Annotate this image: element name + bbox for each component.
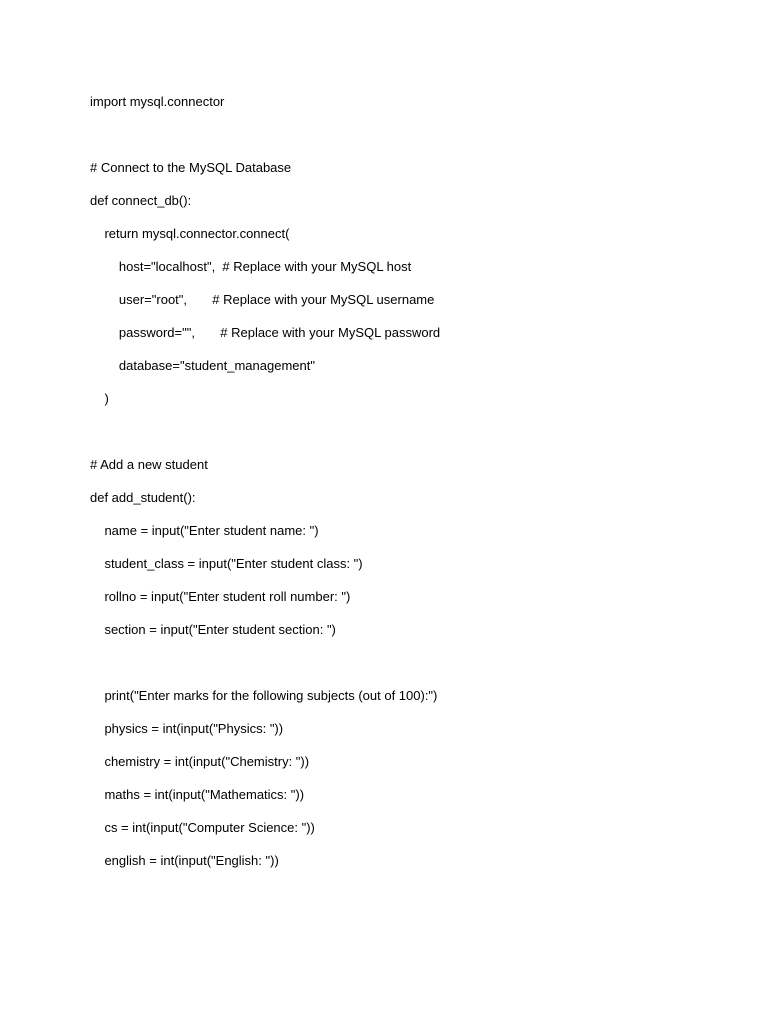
code-line: maths = int(input("Mathematics: ")) (90, 787, 305, 802)
code-line: password="", # Replace with your MySQL password (90, 325, 441, 340)
code-comment: # Connect to the MySQL Database (90, 160, 292, 175)
code-line: user="root", # Replace with your MySQL username (90, 292, 435, 307)
code-line: student_class = input("Enter student class: ") (90, 556, 363, 571)
code-line: cs = int(input("Computer Science: ")) (90, 820, 315, 835)
code-line: host="localhost", # Replace with your MySQL host (90, 259, 412, 274)
code-line: print("Enter marks for the following subjects (out of 100):") (90, 688, 438, 703)
code-line: def connect_db(): (90, 193, 192, 208)
code-line: section = input("Enter student section: ") (90, 622, 336, 637)
code-line: return mysql.connector.connect( (90, 226, 290, 241)
code-line: rollno = input("Enter student roll number: ") (90, 589, 351, 604)
code-comment: # Add a new student (90, 457, 208, 472)
code-line: ) (90, 391, 109, 406)
blank-line (90, 125, 710, 158)
blank-line (90, 653, 710, 686)
blank-line (90, 422, 710, 455)
code-line: english = int(input("English: ")) (90, 853, 279, 868)
code-line: physics = int(input("Physics: ")) (90, 721, 284, 736)
code-line: chemistry = int(input("Chemistry: ")) (90, 754, 310, 769)
code-line: name = input("Enter student name: ") (90, 523, 319, 538)
code-line: database="student_management" (90, 358, 315, 373)
code-block (90, 92, 710, 884)
code-line: import mysql.connector (90, 94, 225, 109)
code-line: def add_student(): (90, 490, 196, 505)
